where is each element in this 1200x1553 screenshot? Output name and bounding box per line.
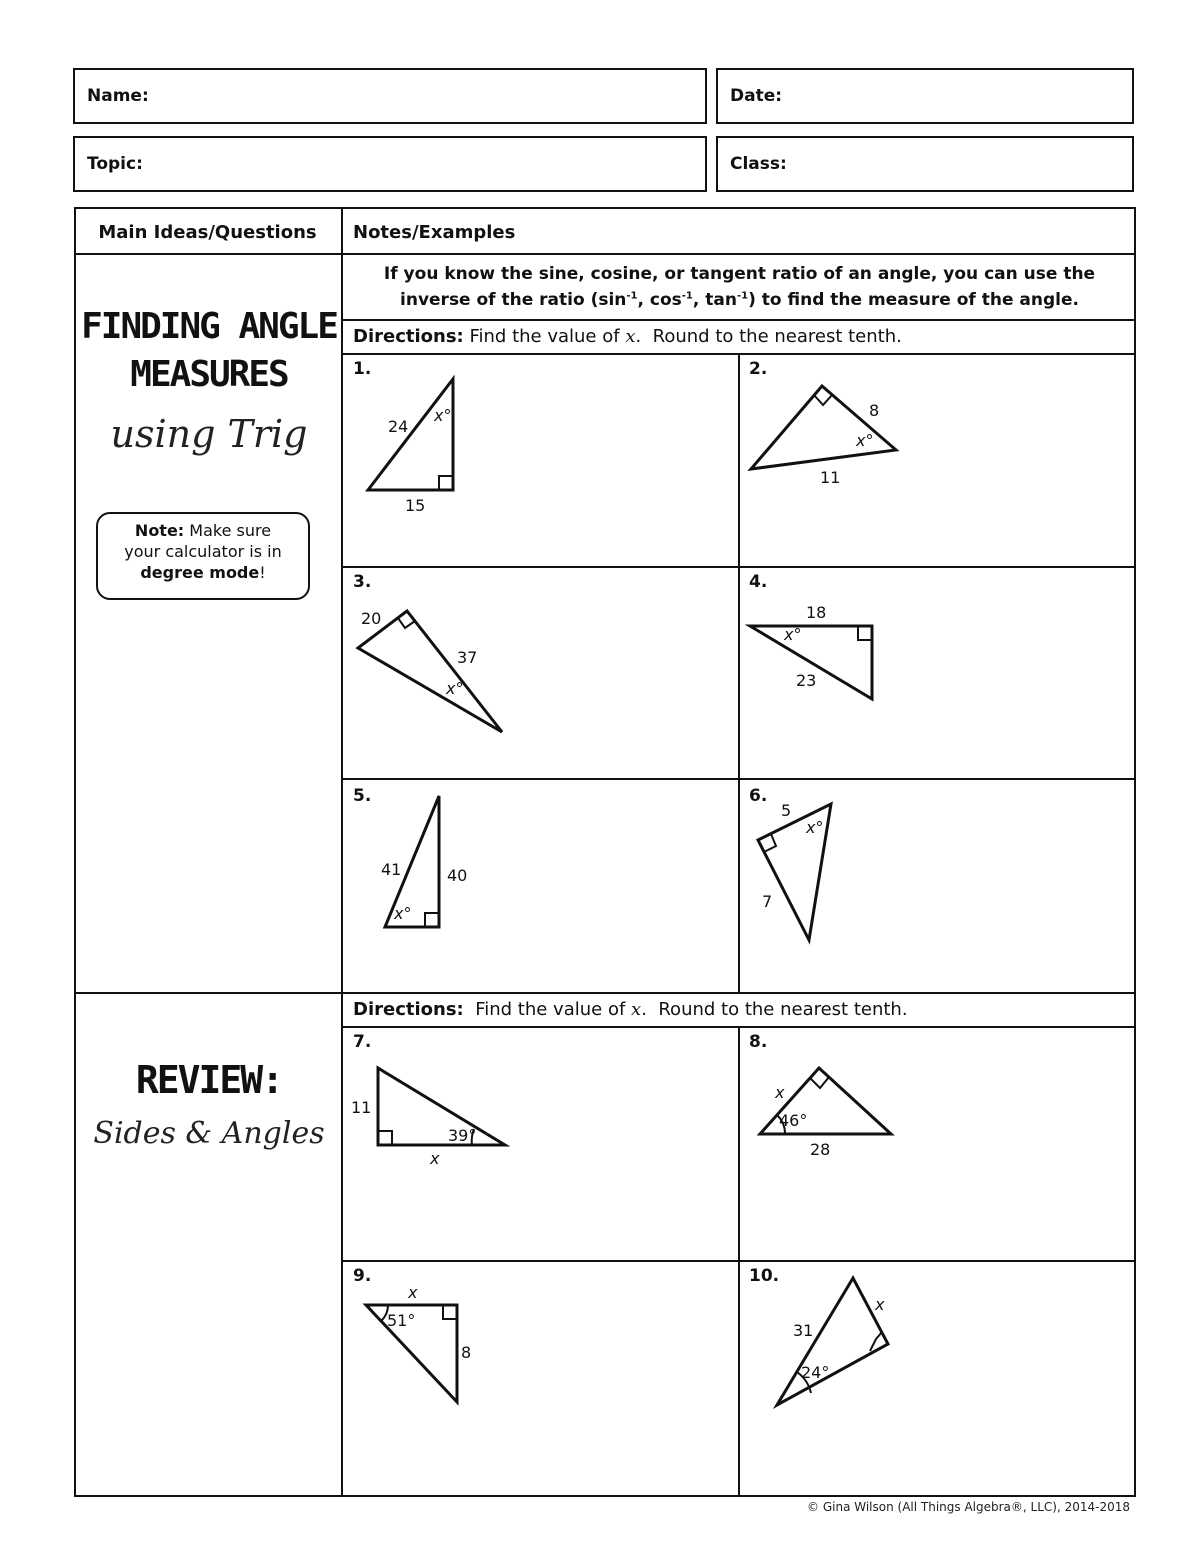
problem-9-number: 9. [353,1266,372,1286]
p8-label-hyp: 28 [810,1140,831,1159]
right-angle-1 [439,476,453,490]
p3-label-angle: x° [446,679,464,698]
intro-line2-a: inverse of the ratio (sin [400,290,627,310]
note-end: ! [259,563,266,582]
p6-label-leg2: 7 [762,892,773,911]
problem-6-number: 6. [749,786,768,806]
directions-1: Directions: Find the value of x. Round to the nearest tenth. [353,326,902,347]
directions-2: Directions: Find the value of x. Round to the nearest tenth. [353,999,908,1020]
problem-1-number: 1. [353,359,372,379]
directions-2-var: x [631,999,642,1020]
triangle-2 [751,386,896,469]
col1-header: Main Ideas/Questions [98,222,317,243]
triangle-1 [368,379,453,490]
p4-label-top: 18 [806,603,827,622]
p10-label-angle: 24° [801,1363,830,1382]
directions-2-text-a: Find the value of [475,999,626,1020]
intro-line2-d: ) to find the measure of the angle. [748,290,1079,310]
right-angle-7 [378,1131,392,1145]
p7-label-x: x [430,1149,440,1168]
directions-1-text-a: Find the value of [469,326,620,347]
p3-label-hyp: 37 [457,648,478,667]
section2-title: REVIEW: [135,1058,283,1102]
intro-line2-b: , cos [637,290,682,310]
inverse-sup-3: -1 [736,290,749,302]
section2-subtitle: Sides & Angles [93,1116,325,1151]
col2-header: Notes/Examples [353,222,516,243]
right-angle-8 [810,1077,829,1088]
topic-label: Topic: [87,154,143,174]
p9-label-leg: 8 [461,1343,472,1362]
section1-subtitle: using Trig [110,412,308,456]
right-angle-5 [425,913,439,927]
section1-title-line2: MEASURES [130,354,288,395]
name-label: Name: [87,86,149,106]
p4-label-hyp: 23 [796,671,817,690]
directions-2-text-b: Round to the nearest tenth. [658,999,908,1020]
problem-5-number: 5. [353,786,372,806]
directions-2-label: Directions: [353,999,464,1020]
p1-label-base: 15 [405,496,426,515]
note-bold-text: degree mode [140,563,260,582]
triangle-3 [358,611,502,732]
note-text-a: Make sure [189,521,272,540]
p10-label-hyp: 31 [793,1321,814,1340]
p6-label-leg1: 5 [781,801,792,820]
triangle-7 [378,1068,505,1145]
p1-label-hyp: 24 [388,417,409,436]
inverse-sup-1: -1 [626,290,638,302]
right-angle-2 [814,395,832,405]
p8-label-angle: 46° [779,1111,808,1130]
note-label: Note: [134,521,185,540]
problem-3-number: 3. [353,572,372,592]
note-text-b: your calculator is in [124,542,282,561]
triangle-10 [777,1278,888,1405]
p2-label-angle: x° [856,431,874,450]
p2-label-leg: 8 [869,401,880,420]
p2-label-hyp: 11 [820,468,841,487]
p8-label-x: x [775,1083,785,1102]
section1-title-line1: FINDING ANGLE [81,306,337,347]
date-label: Date: [730,86,783,106]
p7-label-angle: 39° [448,1126,477,1145]
inverse-sup-2: -1 [681,290,693,302]
p5-label-leg: 40 [447,866,468,885]
problem-7-number: 7. [353,1032,372,1052]
problem-8-number: 8. [749,1032,768,1052]
directions-1-var: x [625,326,636,347]
intro-line1: If you know the sine, cosine, or tangent ratio of an angle, you can use the [383,264,1096,284]
p4-label-angle: x° [784,625,802,644]
p7-label-leg: 11 [351,1098,372,1117]
p10-label-x: x [875,1295,885,1314]
p9-label-x: x [408,1283,418,1302]
directions-1-text-b: Round to the nearest tenth. [652,326,902,347]
problem-4-number: 4. [749,572,768,592]
p6-label-angle: x° [806,818,824,837]
p5-label-angle: x° [394,904,412,923]
intro-line2-c: , tan [692,290,737,310]
class-label: Class: [730,154,787,174]
p1-label-angle: x° [434,406,452,425]
directions-1-label: Directions: [353,326,464,347]
right-angle-4 [858,626,872,640]
copyright-footer: © Gina Wilson (All Things Algebra®, LLC), 2014-2018 [807,1500,1130,1514]
problem-2-number: 2. [749,359,768,379]
p5-label-hyp: 41 [381,860,402,879]
p9-label-angle: 51° [387,1311,416,1330]
p3-label-leg: 20 [361,609,382,628]
problem-10-number: 10. [749,1266,780,1286]
right-angle-9 [443,1305,457,1319]
